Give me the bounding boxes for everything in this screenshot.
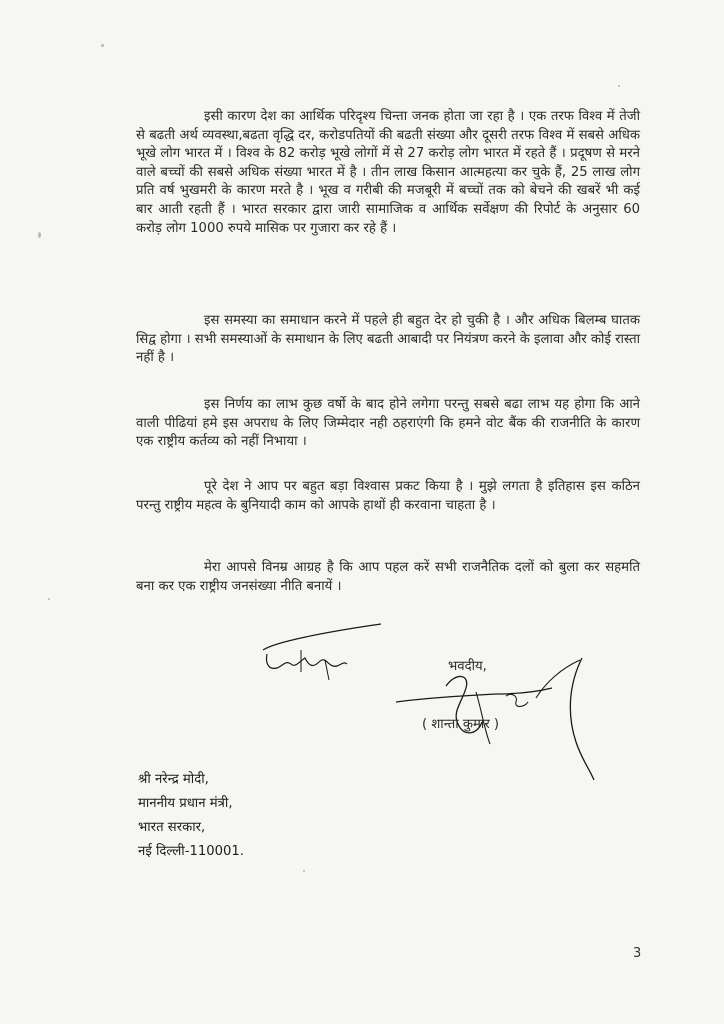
recipient-address (138, 768, 244, 864)
recipient-line: माननीय प्रधान मंत्री, (138, 796, 233, 811)
letter-paragraph: इस निर्णय का लाभ कुछ वर्षो के बाद होने लगेगा परन्तु सबसे बढा लाभ यह होगा कि आने वाली पीढियां हमे इस अपराध के लिए जिम्मेदार नही ठहराएंगी कि हमने वोट बैंक की राजनीति के कारण एक राष्ट्रीय कर्तव्य को नहीं निभाया । (136, 397, 640, 450)
signer-name: ( शान्ता कुमार ) (422, 717, 500, 732)
paper-speck (303, 870, 305, 872)
paper-speck (101, 44, 104, 47)
handwritten-initials (255, 620, 395, 690)
page-number: 3 (633, 946, 642, 961)
letter-paragraph: इस समस्या का समाधान करने में पहले ही बहुत देर हो चुकी है । और अधिक बिलम्ब घातक सिद्व होगा । सभी समस्याओं के समाधान के लिए बढती आबादी पर नियंत्रण करने के इलावा और कोई रास्ता नहीं है । (136, 313, 640, 366)
letter-paragraph: इसी कारण देश का आर्थिक परिदृश्य चिन्ता जनक होता जा रहा है । एक तरफ विश्व में तेजी से बढती अर्थ व्यवस्था,बढता वृद्धि दर, करोडपतियों की बढती संख्या और दूसरी तरफ विश्व में सबसे अधिक भूखे लोग भारत में । विश्व के 82 करोड़ भूखे लोगों में से 27 करोड़ लोग भारत में रहते हैं । प्रदूषण से मरने वाले बच्चों की सबसे अधिक संख्या भारत में है । तीन लाख किसान आत्महत्या कर चुके हैं, 25 लाख लोग प्रति वर्ष भुखमरी के कारण मरते है । भूख व गरीबी की मजबूरी में बच्चों तक को बेचने की खबरें भी कई बार आती रहती हैं । भारत सरकार द्वारा जारी सामाजिक व आर्थिक सर्वेक्षण की रिपोर्ट के अनुसार 60 करोड़ लोग 1000 रुपये मासिक पर गुजारा कर रहे हैं । (136, 109, 640, 236)
paper-speck (48, 598, 50, 600)
recipient-line: श्री नरेन्द्र मोदी, (138, 772, 209, 787)
closing-salutation: भवदीय, (448, 659, 487, 674)
paper-speck (38, 232, 41, 238)
recipient-line: नई दिल्ली-110001. (138, 844, 244, 859)
letter-paragraph: पूरे देश ने आप पर बहुत बड़ा विश्वास प्रकट किया है । मुझे लगता है इतिहास इस कठिन परन्तु राष्ट्रीय महत्व के बुनियादी काम को आपके हाथों ही करवाना चाहता है । (136, 479, 640, 513)
recipient-line: भारत सरकार, (138, 820, 206, 835)
paper-speck (618, 85, 620, 87)
letter-paragraph: मेरा आपसे विनम्र आग्रह है कि आप पहल करें सभी राजनैतिक दलों को बुला कर सहमति बना कर एक राष्ट्रीय जनसंख्या नीति बनायें । (136, 560, 640, 594)
